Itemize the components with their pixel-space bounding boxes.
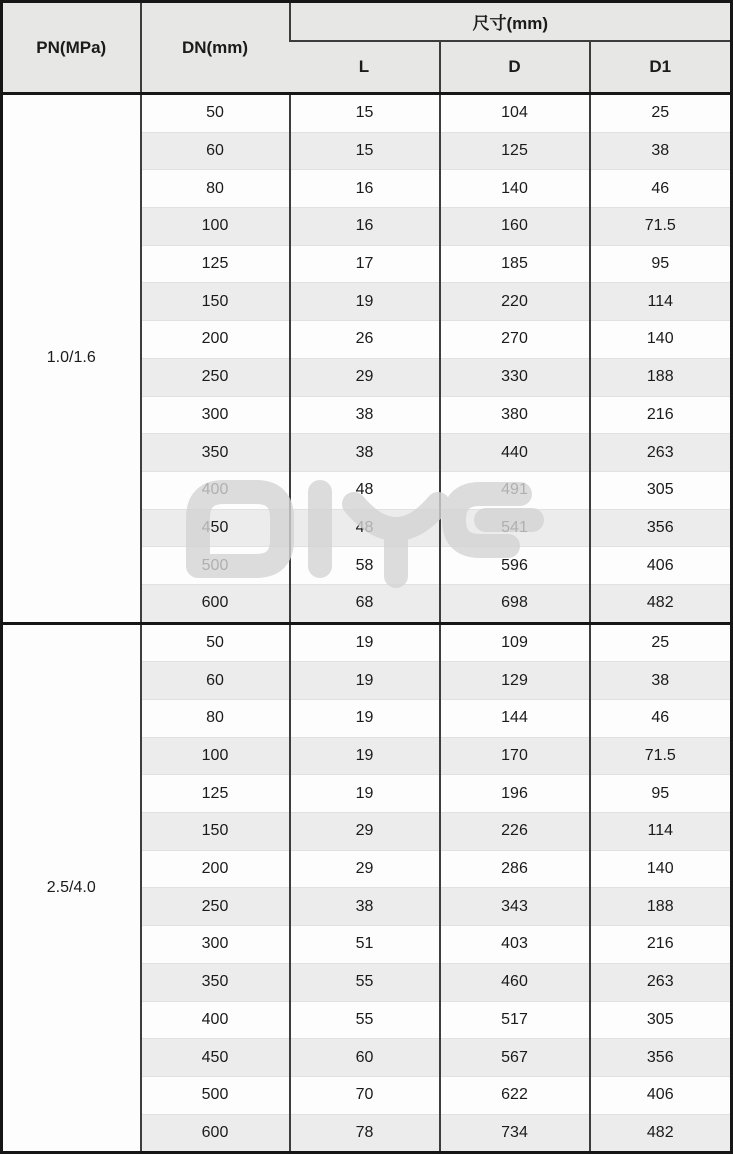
cell-d1: 95	[590, 245, 732, 283]
table-row	[2, 623, 732, 662]
cell-d: 330	[440, 358, 590, 396]
cell-d1: 38	[590, 132, 732, 170]
cell-l: 19	[290, 662, 440, 700]
cell-d: 286	[440, 850, 590, 888]
cell-d1: 71.5	[590, 208, 732, 246]
cell-l: 16	[290, 208, 440, 246]
cell-l: 58	[290, 547, 440, 585]
cell-l: 19	[290, 283, 440, 321]
cell-d: 270	[440, 321, 590, 359]
cell-l: 29	[290, 358, 440, 396]
cell-l: 48	[290, 471, 440, 509]
cell-d1: 71.5	[590, 737, 732, 775]
cell-d: 698	[440, 584, 590, 623]
cell-d: 517	[440, 1001, 590, 1039]
cell-d1: 263	[590, 963, 732, 1001]
cell-dn: 125	[141, 245, 290, 283]
cell-d1: 406	[590, 547, 732, 585]
cell-d1: 356	[590, 509, 732, 547]
cell-d1: 482	[590, 584, 732, 623]
cell-d1: 356	[590, 1039, 732, 1077]
cell-d1: 216	[590, 396, 732, 434]
cell-d1: 25	[590, 623, 732, 662]
cell-d: 403	[440, 926, 590, 964]
cell-dn: 200	[141, 321, 290, 359]
cell-d: 140	[440, 170, 590, 208]
cell-dn: 100	[141, 208, 290, 246]
cell-l: 15	[290, 132, 440, 170]
cell-d1: 406	[590, 1076, 732, 1114]
cell-l: 29	[290, 850, 440, 888]
cell-l: 16	[290, 170, 440, 208]
cell-d1: 188	[590, 358, 732, 396]
cell-d1: 305	[590, 471, 732, 509]
cell-d: 160	[440, 208, 590, 246]
cell-dn: 200	[141, 850, 290, 888]
cell-dn: 350	[141, 434, 290, 472]
pn-group-cell: 1.0/1.6	[2, 94, 141, 624]
table-body	[2, 94, 732, 1153]
cell-d1: 46	[590, 700, 732, 738]
column-header-pn: PN(MPa)	[2, 2, 141, 94]
cell-d: 567	[440, 1039, 590, 1077]
cell-l: 48	[290, 509, 440, 547]
header-row-size	[2, 2, 732, 42]
cell-dn: 250	[141, 888, 290, 926]
cell-d: 109	[440, 623, 590, 662]
column-header-dn: DN(mm)	[141, 2, 290, 94]
cell-d1: 25	[590, 94, 732, 133]
table-row	[2, 94, 732, 133]
cell-d1: 140	[590, 321, 732, 359]
cell-l: 19	[290, 775, 440, 813]
cell-l: 17	[290, 245, 440, 283]
cell-d1: 482	[590, 1114, 732, 1153]
cell-d: 380	[440, 396, 590, 434]
cell-dn: 250	[141, 358, 290, 396]
cell-d1: 305	[590, 1001, 732, 1039]
table-header	[2, 2, 732, 94]
cell-dn: 50	[141, 94, 290, 133]
cell-dn: 500	[141, 1076, 290, 1114]
cell-d: 104	[440, 94, 590, 133]
cell-d: 440	[440, 434, 590, 472]
cell-dn: 60	[141, 662, 290, 700]
cell-dn: 450	[141, 509, 290, 547]
cell-l: 29	[290, 813, 440, 851]
cell-dn: 400	[141, 471, 290, 509]
cell-d1: 114	[590, 283, 732, 321]
pn-group-cell: 2.5/4.0	[2, 623, 141, 1153]
cell-l: 55	[290, 1001, 440, 1039]
cell-l: 19	[290, 737, 440, 775]
cell-dn: 150	[141, 283, 290, 321]
cell-d: 491	[440, 471, 590, 509]
cell-l: 60	[290, 1039, 440, 1077]
cell-l: 78	[290, 1114, 440, 1153]
cell-d1: 114	[590, 813, 732, 851]
cell-d: 622	[440, 1076, 590, 1114]
cell-l: 38	[290, 434, 440, 472]
cell-dn: 80	[141, 700, 290, 738]
cell-d: 129	[440, 662, 590, 700]
column-header-d1: D1	[590, 41, 732, 94]
cell-l: 38	[290, 888, 440, 926]
cell-l: 19	[290, 623, 440, 662]
cell-dn: 300	[141, 396, 290, 434]
cell-dn: 125	[141, 775, 290, 813]
cell-d: 460	[440, 963, 590, 1001]
cell-d: 144	[440, 700, 590, 738]
cell-d1: 46	[590, 170, 732, 208]
cell-l: 68	[290, 584, 440, 623]
cell-l: 70	[290, 1076, 440, 1114]
cell-d: 220	[440, 283, 590, 321]
cell-dn: 150	[141, 813, 290, 851]
cell-d: 185	[440, 245, 590, 283]
cell-d: 196	[440, 775, 590, 813]
cell-dn: 450	[141, 1039, 290, 1077]
cell-d: 226	[440, 813, 590, 851]
cell-d: 170	[440, 737, 590, 775]
cell-d1: 140	[590, 850, 732, 888]
cell-l: 51	[290, 926, 440, 964]
cell-d: 734	[440, 1114, 590, 1153]
cell-dn: 80	[141, 170, 290, 208]
cell-dn: 400	[141, 1001, 290, 1039]
cell-dn: 500	[141, 547, 290, 585]
cell-l: 55	[290, 963, 440, 1001]
cell-dn: 60	[141, 132, 290, 170]
cell-dn: 100	[141, 737, 290, 775]
cell-d1: 38	[590, 662, 732, 700]
cell-d1: 216	[590, 926, 732, 964]
cell-l: 26	[290, 321, 440, 359]
column-header-l: L	[290, 41, 440, 94]
cell-d: 541	[440, 509, 590, 547]
column-header-d: D	[440, 41, 590, 94]
cell-d: 343	[440, 888, 590, 926]
cell-d: 596	[440, 547, 590, 585]
cell-dn: 350	[141, 963, 290, 1001]
column-header-size: 尺寸(mm)	[290, 2, 732, 42]
cell-dn: 600	[141, 1114, 290, 1153]
cell-l: 38	[290, 396, 440, 434]
cell-d1: 263	[590, 434, 732, 472]
cell-d: 125	[440, 132, 590, 170]
cell-dn: 50	[141, 623, 290, 662]
cell-d1: 188	[590, 888, 732, 926]
cell-dn: 300	[141, 926, 290, 964]
cell-l: 19	[290, 700, 440, 738]
cell-dn: 600	[141, 584, 290, 623]
cell-l: 15	[290, 94, 440, 133]
cell-d1: 95	[590, 775, 732, 813]
